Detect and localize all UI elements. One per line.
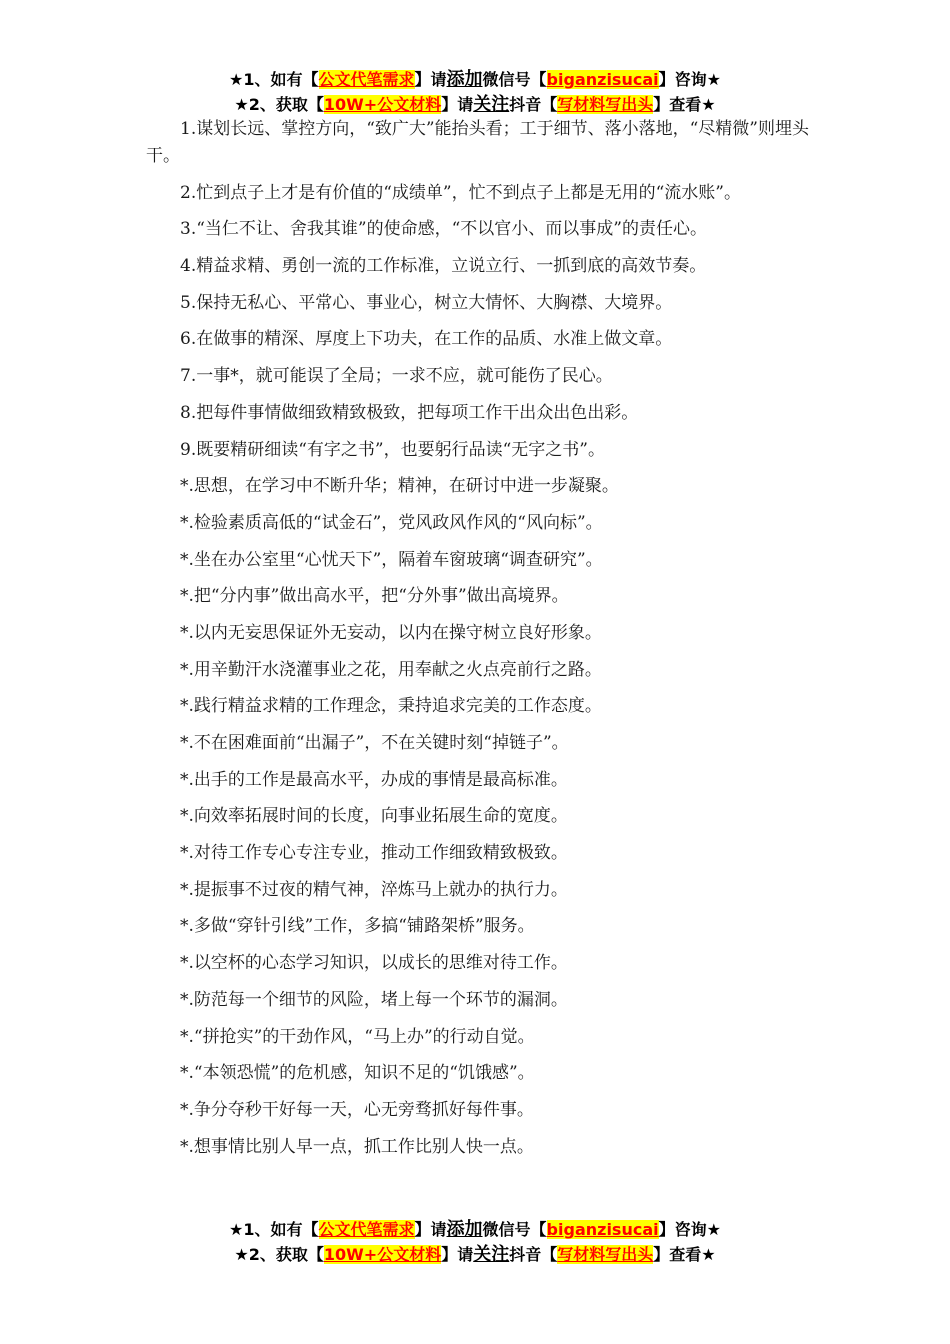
- promo-text: 】请: [414, 70, 447, 89]
- promo-text: ★1、如有【: [229, 1220, 319, 1239]
- list-item: *.用辛勤汗水浇灌事业之花，用奉献之火点亮前行之路。: [180, 659, 602, 680]
- highlight-service: 公文代笔需求: [318, 70, 415, 89]
- list-item: *.把“分内事”做出高水平，把“分外事”做出高境界。: [180, 586, 569, 607]
- list-item: *.思想，在学习中不断升华；精神，在研讨中进一步凝聚。: [180, 476, 619, 497]
- highlight-materials: 10W+公文材料: [323, 95, 442, 114]
- list-item: *.向效率拓展时间的长度，向事业拓展生命的宽度。: [180, 806, 568, 827]
- list-item: 6.在做事的精深、厚度上下功夫，在工作的品质、水准上做文章。: [180, 329, 673, 350]
- promo-banner-bottom: [0, 1217, 950, 1267]
- list-item: *.想事情比别人早一点，抓工作比别人快一点。: [180, 1136, 534, 1157]
- list-item: 3.“当仁不让、舍我其谁”的使命感，“不以官小、而以事成”的责任心。: [180, 219, 707, 240]
- promo-text: 】请: [414, 1220, 447, 1239]
- list-item: *.防范每一个细节的风险，堵上每一个环节的漏洞。: [180, 989, 568, 1010]
- list-item: *.检验素质高低的“试金石”，党风政风作风的“风向标”。: [180, 512, 603, 533]
- list-item: *.不在困难面前“出漏子”，不在关键时刻“掉链子”。: [180, 733, 569, 753]
- promo-text: 】请: [441, 1245, 474, 1264]
- list-item: *.以内无妄思保证外无妄动，以内在操守树立良好形象。: [180, 622, 602, 643]
- list-item: *.坐在办公室里“心忧天下”，隔着车窗玻璃“调查研究”。: [180, 549, 603, 570]
- list-item: 8.把每件事情做细致精致极致，把每项工作干出众出色出彩。: [180, 402, 639, 423]
- list-item: 2.忙到点子上才是有价值的“成绩单”，忙不到点子上都是无用的“流水账”。: [180, 182, 741, 203]
- promo-text: ★2、获取【: [234, 95, 324, 114]
- promo-line-1: [0, 67, 950, 92]
- phrase-list: [146, 116, 811, 1170]
- emphasis-add: 添加: [446, 69, 483, 90]
- promo-line-1: [0, 1217, 950, 1242]
- promo-text: ★2、获取【: [234, 1245, 324, 1264]
- list-item: *.多做“穿针引线”工作，多搞“铺路架桥”服务。: [180, 916, 535, 937]
- list-item: *.提振事不过夜的精气神，淬炼马上就办的执行力。: [180, 879, 568, 900]
- emphasis-follow: 关注: [473, 1244, 510, 1265]
- promo-text: 】咨询★: [658, 1220, 721, 1239]
- highlight-douyin-account: 写材料写出头: [557, 95, 654, 114]
- list-item: *.“本领恐慌”的危机感，知识不足的“饥饿感”。: [180, 1063, 535, 1084]
- highlight-wechat-id: biganzisucai: [546, 1220, 659, 1239]
- promo-text: 】咨询★: [658, 70, 721, 89]
- promo-text: 抖音【: [509, 95, 558, 114]
- promo-line-2: [0, 92, 950, 117]
- promo-text: 】查看★: [653, 95, 716, 114]
- list-item: 5.保持无私心、平常心、事业心，树立大情怀、大胸襟、大境界。: [180, 292, 673, 313]
- promo-text: 】查看★: [653, 1245, 716, 1264]
- promo-text: 】请: [441, 95, 474, 114]
- promo-line-2: [0, 1242, 950, 1267]
- list-item: *.践行精益求精的工作理念，秉持追求完美的工作态度。: [180, 696, 602, 717]
- promo-banner-top: [0, 67, 950, 117]
- emphasis-follow: 关注: [473, 94, 510, 115]
- emphasis-add: 添加: [446, 1219, 483, 1240]
- list-item: *.对待工作专心专注专业，推动工作细致精致极致。: [180, 843, 568, 864]
- list-item: *.争分夺秒干好每一天，心无旁骛抓好每件事。: [180, 1099, 534, 1120]
- highlight-materials: 10W+公文材料: [323, 1245, 442, 1264]
- list-item: 1.谋划长远、掌控方向，“致广大”能抬头看；工于细节、落小落地，“尽精微”则埋头干。: [146, 119, 809, 166]
- highlight-wechat-id: biganzisucai: [546, 70, 659, 89]
- list-item: *.出手的工作是最高水平，办成的事情是最高标准。: [180, 769, 568, 790]
- highlight-service: 公文代笔需求: [318, 1220, 415, 1239]
- promo-text: 微信号【: [482, 1220, 547, 1239]
- list-item: 9.既要精研细读“有字之书”，也要躬行品读“无字之书”。: [180, 439, 605, 460]
- list-item: 4.精益求精、勇创一流的工作标准，立说立行、一抓到底的高效节奏。: [180, 256, 707, 277]
- promo-text: ★1、如有【: [229, 70, 319, 89]
- promo-text: 微信号【: [482, 70, 547, 89]
- list-item: *.以空杯的心态学习知识，以成长的思维对待工作。: [180, 953, 568, 974]
- list-item: 7.一事*，就可能误了全局；一求不应，就可能伤了民心。: [180, 366, 613, 387]
- list-item: *.“拼抢实”的干劲作风，“马上办”的行动自觉。: [180, 1026, 535, 1047]
- promo-text: 抖音【: [509, 1245, 558, 1264]
- highlight-douyin-account: 写材料写出头: [557, 1245, 654, 1264]
